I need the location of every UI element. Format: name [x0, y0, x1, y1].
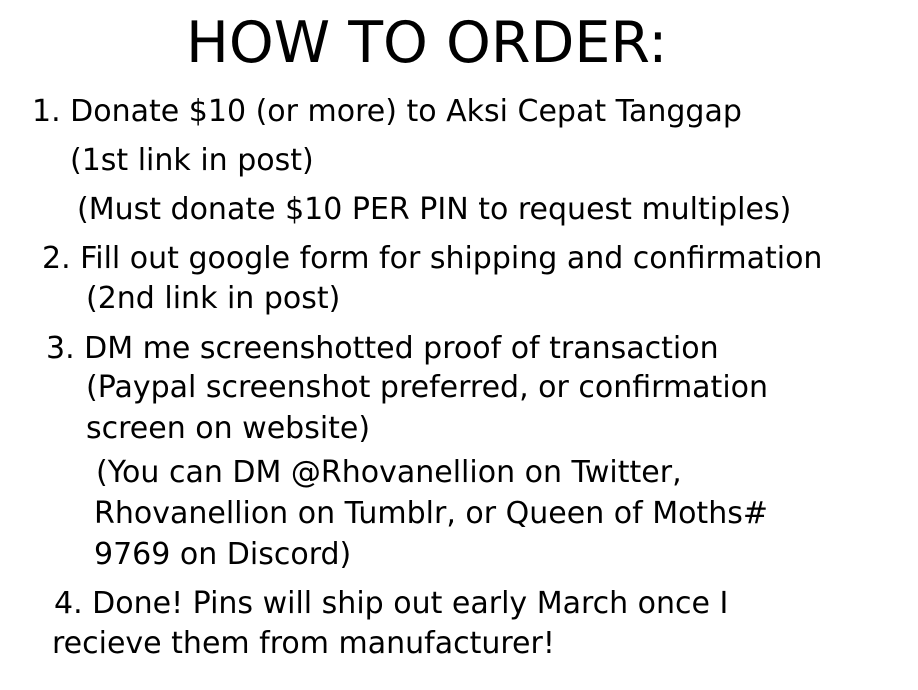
step-1-multiples-note: (Must donate $10 PER PIN to request multiples)	[77, 192, 792, 227]
step-4-text: 4. Done! Pins will ship out early March once I	[54, 586, 729, 621]
step-4-text-cont: recieve them from manufacturer!	[52, 626, 555, 661]
step-2-text: 2. Fill out google form for shipping and confirmation	[42, 241, 823, 276]
step-3-contact-note-cont: Rhovanellion on Tumblr, or Queen of Moths#	[94, 496, 768, 531]
page-title: HOW TO ORDER:	[186, 10, 668, 76]
step-3-screenshot-note: (Paypal screenshot preferred, or confirmation	[86, 370, 769, 405]
step-3-screenshot-note-cont: screen on website)	[86, 411, 371, 446]
step-3-contact-note: (You can DM @Rhovanellion on Twitter,	[96, 455, 682, 490]
step-1-text: 1. Donate $10 (or more) to Aksi Cepat Tanggap	[32, 94, 742, 129]
step-1-link-note: (1st link in post)	[70, 143, 314, 178]
step-3-contact-note-end: 9769 on Discord)	[94, 537, 352, 572]
step-2-link-note: (2nd link in post)	[86, 281, 341, 316]
step-3-text: 3. DM me screenshotted proof of transaction	[46, 331, 719, 366]
